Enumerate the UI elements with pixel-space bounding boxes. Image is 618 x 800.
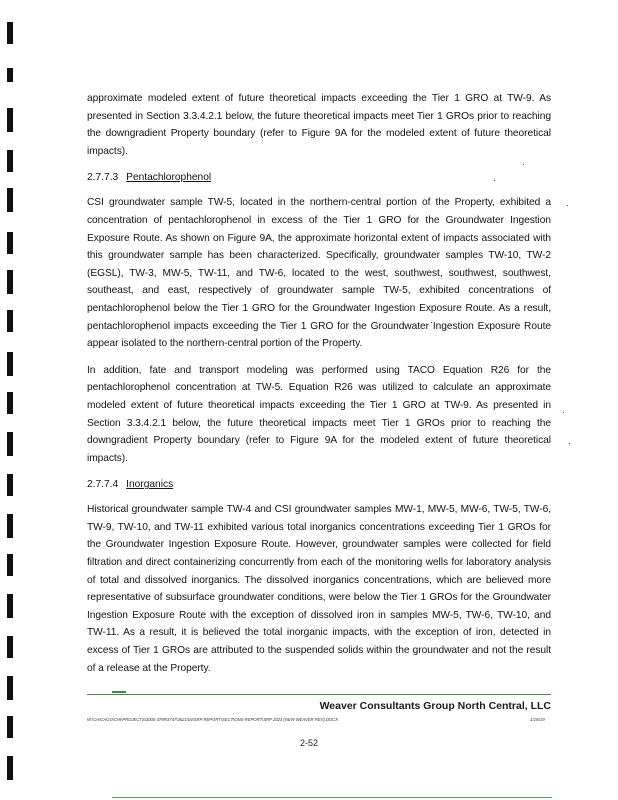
document-body (87, 90, 551, 686)
binding-mark (7, 756, 13, 780)
binding-mark (7, 68, 13, 82)
scan-speck (567, 205, 568, 206)
binding-mark (7, 554, 13, 576)
section-number: 2.7.7.3 (87, 172, 119, 184)
section-title: Pentachlorophenol (126, 172, 212, 184)
section-title: Inorganics (126, 479, 174, 491)
footer-date: 1/18/19 (530, 717, 545, 722)
page-number: 2-52 (299, 738, 318, 748)
binding-mark (7, 352, 13, 376)
scan-speck (569, 443, 570, 444)
section-heading-pentachlorophenol (87, 169, 551, 186)
paragraph: Historical groundwater sample TW-4 and CSI groundwater samples MW-1, MW-5, MW-6, TW-5, TW-6, TW-9, TW-10, and TW-11 exhibited various total inorganics concentrations exceeding Tier 1 GROs for the Groundwater Ingestion Exposure Route. However, groundwater samples were collected for field filtration and direct containerizing concurrently from each of the monitoring wells for laboratory analysis of total and dissolved inorganics. The dissolved inorganics concentrations, which are believed more representative of subsurface groundwater conditions, were below the Tier 1 GROs for the Groundwater Ingestion Exposure Route with the exception of dissolved iron in samples MW-5, TW-6, TW-10, and TW-11. As a result, it is believed the total inorganic impacts, with the exception of iron, detected in excess of Tier 1 GROs are attributed to the suspended solids within the groundwater and not the result of a release at the Property. (87, 504, 551, 674)
binding-mark (7, 270, 13, 294)
binding-mark (7, 474, 13, 496)
binding-mark (7, 514, 13, 538)
binding-mark (7, 716, 13, 738)
binding-mark (7, 636, 13, 658)
scan-speck (563, 412, 564, 413)
footer-rule (87, 694, 551, 695)
binding-mark (7, 188, 13, 212)
paragraph: In addition, fate and transport modeling was performed using TACO Equation R26 for the pentachlorophenol concentration at TW-5. Equation R26 was utilized to calculate an approximate modeled extent of future theoretical impacts exceeding the Tier 1 GRO at TW-9. As presented in Section 3.3.4.2.1 below, the future theoretical impacts meet Tier 1 GROs prior to reaching the downgradient Property boundary (refer to Figure 9A for the modeled extent of future theoretical impacts). (87, 364, 551, 464)
section-number: 2.7.7.4 (87, 479, 119, 491)
section-heading-inorganics (87, 476, 551, 493)
binding-mark (7, 392, 13, 414)
paragraph-continuation: approximate modeled extent of future theoretical impacts exceeding the Tier 1 GRO at TW-9. As presented in Section 3.3.4.2.1 below, the future theoretical impacts meet Tier 1 GROs prior to reaching the downgradient Property boundary (refer to Figure 9A for the modeled extent of future theoretical impacts). (87, 93, 551, 157)
footer-tab-mark (112, 691, 126, 693)
binding-mark (7, 232, 13, 254)
binding-mark (7, 150, 13, 172)
bottom-rule (112, 797, 552, 798)
paragraph: CSI groundwater sample TW-5, located in the northern-central portion of the Property, exhibited a concentration of pentachlorophenol in excess of the Tier 1 GRO for the Groundwater Ingestion Exposure Route. As shown on Figure 9A, the approximate horizontal extent of impacts associated with this groundwater sample has been characterized. Specifically, groundwater samples TW-10, TW-2 (EGSL), TW-3, MW-5, TW-11, and TW-6, located to the west, southwest, southwest, southwest, southeast, and east, respectively of groundwater sample TW-5, exhibited concentrations of pentachlorophenol below the Tier 1 GRO for the Groundwater Ingestion Exposure Route. As a result, pentachlorophenol impacts exceeding the Tier 1 GRO for the Groundwater Ingestion Exposure Route appear isolated to the northern-central portion of the Property. (87, 197, 551, 350)
binding-mark (7, 594, 13, 618)
binding-mark (7, 676, 13, 700)
binding-mark (7, 310, 13, 332)
binding-mark (7, 108, 13, 132)
company-name: Weaver Consultants Group North Central, LLC (319, 700, 551, 712)
binding-mark (7, 432, 13, 456)
binding-mark (7, 22, 13, 44)
file-path: W:\CHICAGO\CHI\PROJECTS\3000-3799\3747\3621\04\SRP REPORT\SECTIONS-REPORT\SRP 2023 (NEW WEAVER REV).DOCX (87, 717, 339, 722)
